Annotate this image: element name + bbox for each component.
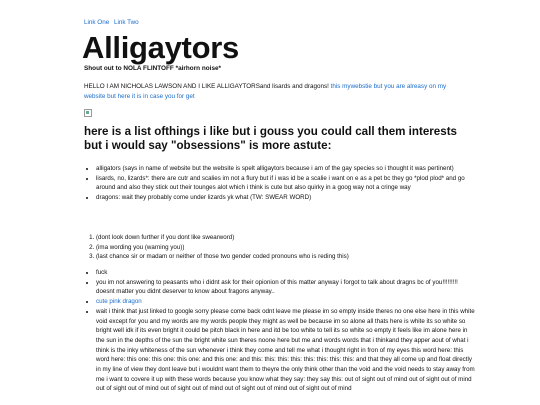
intro-link[interactable]: this mywebstie but you are alreasy on my website but here it is in case you for get bbox=[84, 83, 447, 100]
list-item: 3. (last chance sir or madam or neither of those two gender coded pronouns who is reding this) bbox=[96, 252, 476, 262]
page-title: Alligaytors bbox=[82, 30, 239, 65]
list-item: • wait i think that just linked to google sorry please come back odnt leave me please im so empty inside theres no one else here in this white void except for you and my words are my words people they might as well be because im so alone all thats here is white its so white so bright well idk if its even bright it could be pitch black in here and itd be too white to tell its so white so empty it feels like im alone here in the sun in the depths of the sun the bright white sun theres noone here but me and words words that i thinkand they apper aout of what i think is the inky whiteness of the sun whenever i think they come and tell me what i thought right in fron of my eyes this word here: this word here: this one: this one: this one: and this one: and this: this: this: this: this: this: this: this: and that they all come up and float directly in my line of view they dont leave but i wouldnt want them to theyre the only think other than the void and the void needs to stay away from me i want to covere it up with these words because you know what they say: they say this: out of sight out of mind out of sight out of mind out of sight out of mind out of sight out of mind out of sight out of mind out of sight out of mind bbox=[96, 307, 476, 394]
cute-pink-dragon-link[interactable]: cute pink dragon bbox=[96, 298, 142, 306]
broken-image-icon bbox=[84, 109, 92, 117]
list-item: • alligators (says in name of website but the website is spelt alligaytors because i am of the gay species so i thought it was pertinent) bbox=[96, 164, 476, 174]
interests-heading: here is a list ofthings i like but i gouss you could call them interests but i would say "obsessions" is more astute: bbox=[84, 125, 458, 152]
list-item: 1. (dont look down further if you dont like swearword) bbox=[96, 233, 476, 243]
list-item: • lisards, no, lizards*: there are cutr and scalies im not a flury but if i was id be a scalie i want on e as a pet bc they go *plod plod* and go around and also they stick out their tounges alot which i think is cute but also quirky in a goog way not a cringe way bbox=[96, 174, 476, 193]
nav-link-two[interactable]: Link Two bbox=[113, 19, 139, 26]
list-item bbox=[96, 297, 476, 307]
intro-text: HELLO I AM NICHOLAS LAWSON AND I LIKE ALLIGAYTORSand lisards and dragons! bbox=[84, 83, 329, 90]
page-subtitle: Shout out to NOLA FLINTOFF *airhorn noise* bbox=[84, 65, 222, 72]
intro-paragraph bbox=[84, 82, 464, 102]
nav-link-one[interactable]: Link One bbox=[84, 19, 110, 26]
list-item: 2. (ima wording you (warning you)) bbox=[96, 243, 476, 253]
list-item: • you im not answering to peasants who i didnt ask for their opionion of this matter anyway i forgot to talk about dragns bc of you!!!!!!!!! doesnt matter you didnt deserver to know about fragons anyway.. bbox=[96, 278, 476, 297]
rant-list bbox=[84, 268, 476, 394]
interests-list bbox=[84, 164, 476, 203]
top-nav bbox=[84, 19, 142, 26]
warning-list bbox=[84, 233, 476, 262]
list-item: • fuck bbox=[96, 268, 476, 278]
list-item: • dragons: wait they probably come under lizards yk what (TW: SWEAR WORD) bbox=[96, 193, 476, 203]
